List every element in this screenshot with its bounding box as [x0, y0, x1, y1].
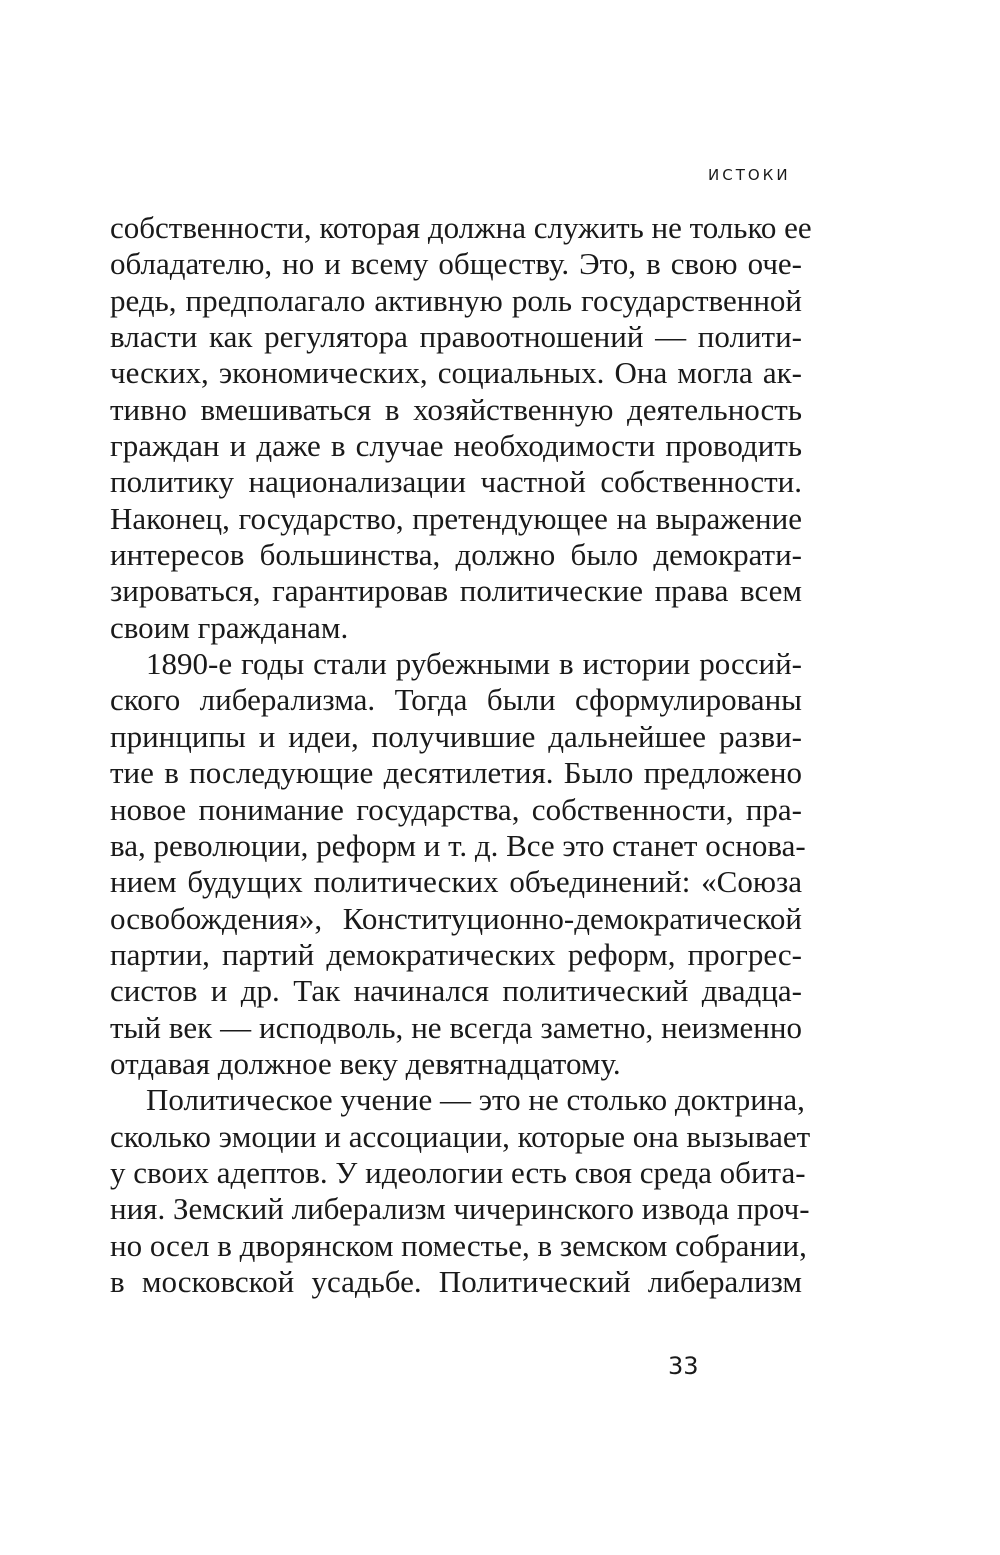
text-line: ния. Земский либерализм чичеринского извода проч-	[110, 1191, 810, 1227]
text-line: освобождения», Конституционно-демократической	[110, 900, 802, 936]
paragraph	[110, 646, 806, 1082]
body-text	[110, 210, 812, 1300]
text-line: ва, революции, реформ и т. д. Все это станет основа-	[110, 827, 806, 863]
text-line: систов и др. Так начинался политический двадца-	[110, 973, 802, 1009]
text-line: своим гражданам.	[110, 609, 349, 645]
text-line: принципы и идеи, получившие дальнейшее разви-	[110, 718, 802, 754]
text-line: тый век — исподволь, не всегда заметно, неизменно	[110, 1009, 802, 1045]
text-line: у своих адептов. У идеологии есть своя среда обита-	[110, 1154, 806, 1190]
text-line: сколько эмоции и ассоциации, которые она вызывает	[110, 1118, 811, 1154]
text-line: Политическое учение — это не столько доктрина,	[146, 1082, 805, 1118]
text-line: но осел в дворянском поместье, в земском собрании,	[110, 1227, 807, 1263]
text-line: Наконец, государство, претендующее на выражение	[110, 500, 802, 536]
paragraph	[110, 1082, 811, 1300]
text-line: 1890-е годы стали рубежными в истории россий-	[146, 646, 802, 682]
text-line: интересов большинства, должно было демократи-	[110, 537, 802, 573]
text-line: партии, партий демократических реформ, прогрес-	[110, 936, 802, 972]
text-line: граждан и даже в случае необходимости проводить	[110, 428, 802, 464]
text-line: нием будущих политических объединений: «Союза	[110, 864, 802, 900]
text-line: в московской усадьбе. Политический либерализм	[110, 1263, 802, 1299]
running-head: ИСТОКИ	[708, 166, 791, 184]
text-line: власти как регулятора правоотношений — полити-	[110, 319, 802, 355]
text-line: обладателю, но и всему обществу. Это, в свою оче-	[110, 246, 802, 282]
page-number: 33	[668, 1352, 699, 1380]
text-line: новое понимание государства, собственности, пра-	[110, 791, 802, 827]
text-line: зироваться, гарантировав политические права всем	[110, 573, 802, 609]
paragraph	[110, 210, 812, 646]
text-line: политику национализации частной собственности.	[110, 464, 802, 500]
text-line: ческих, экономических, социальных. Она могла ак-	[110, 355, 802, 391]
text-line: ского либерализма. Тогда были сформулированы	[110, 682, 802, 718]
text-line: отдавая должное веку девятнадцатому.	[110, 1045, 621, 1081]
text-line: собственности, которая должна служить не только ее	[110, 210, 812, 245]
text-line: тие в последующие десятилетия. Было предложено	[110, 755, 802, 791]
text-line: редь, предполагало активную роль государственной	[110, 282, 802, 318]
text-line: тивно вмешиваться в хозяйственную деятельность	[110, 391, 802, 427]
